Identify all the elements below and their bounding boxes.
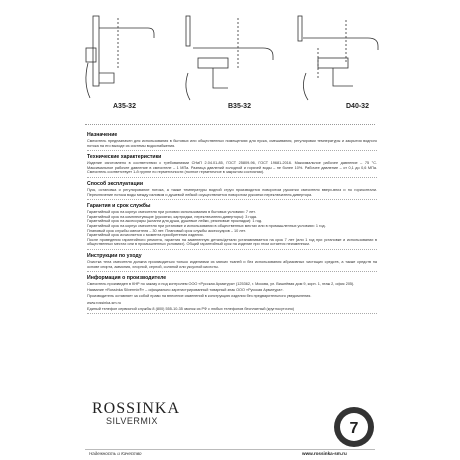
product-drawings — [78, 8, 398, 120]
section-paragraph: Гарантийный срок на аксессуары (шланги для душа, душевые лейки, резиновые прокладки): 1 год. — [87, 219, 263, 224]
drawing-a-spout — [99, 28, 154, 38]
logo-main-text: ROSSINKA — [92, 400, 181, 417]
section-divider — [87, 271, 377, 272]
section-title: Информация о производителе — [87, 275, 167, 282]
website-link[interactable]: www.rossinka-sm.ru — [302, 451, 347, 456]
section-paragraph: Гарантийный срок на корпус смесителя при установке и использовании в общественных местах или в промышленных условиях: 1 год. — [87, 223, 326, 228]
section-divider — [87, 150, 377, 151]
section-paragraph: Изделие изготовлено в соответствии с требованиями СНиП 2.04.01-85, ГОСТ 25809-96, ГОСТ 19681-2016. Максимальное рабочее давление – 75 °С. Максимальное рабочее давление в смесителе – 1 МПа. Разница давлений холодной и горячей воды – не более 10%. Рабочее давление – от 0,1 до 0,6 МПа. Смеситель соответствует 1-й группе по герметичности (полное герметичное в закрытом состоянии). — [87, 161, 377, 175]
section-title: Инструкции по уходу — [87, 252, 142, 259]
seal-number: 7 — [349, 420, 359, 437]
model-label-d: D40-32 — [346, 103, 369, 110]
section-title: Технические характеристики — [87, 154, 162, 161]
model-label-b: B35-32 — [228, 103, 251, 110]
faucet-diagrams — [78, 8, 398, 108]
brand-logo — [92, 400, 182, 450]
tagline: Надежность и Качество — [89, 451, 142, 456]
divider — [85, 124, 375, 125]
section-paragraph: Гарантийный срок на комплектующие (рукоятки, картриджи, переключатели-диверторы): 3 года. — [87, 214, 258, 219]
section-paragraph: Название «Rossinka Silvermix®» – официально зарегистрированный товарный знак ООО «Русская Арматура». — [87, 288, 284, 293]
footer-rule — [85, 449, 375, 450]
model-label-a: A35-32 — [113, 103, 136, 110]
section-paragraph: Очистка тела смесителя должна производиться только изделиями из мягких тканей и без использования абразивных чистящих средств, а также средств на основе спирта, аммония, хлорной, серной, соляной или уксусной кислоты. — [87, 259, 377, 269]
section-paragraph: Смеситель произведен в КНР по заказу и под контролем ООО «Русская Арматура» (125362, г. Москва, ул. Вишнёвая дом 9, корп. 1, этаж 2, офис 205). — [87, 282, 355, 287]
section-title: Способ эксплуатации — [87, 180, 144, 187]
section-paragraph: Смеситель предназначен для использования в бытовых или общественных помещениях для пуска, смешивания, регулировки температуры и закрытия водного потока на его выходе из системы водоснабжения. — [87, 139, 377, 148]
section-divider — [87, 249, 377, 250]
section-divider — [87, 313, 377, 314]
section-paragraph: Гарантийный срок на корпус смесителя при условии использования в бытовых условиях: 7 лет. — [87, 210, 256, 215]
section-paragraph: Плановый срок службы смесителя – 30 лет. Плановый срок службы аксессуаров – 10 лет. — [87, 228, 246, 233]
logo-sub-text: SILVERMIX — [106, 416, 158, 426]
section-paragraph: Единый телефон сервисной службы 8 (800) 555-10-35 звонок из РФ с любых телефонов бесплатный (круглосуточно) — [87, 306, 295, 311]
warranty-seal-icon — [333, 406, 375, 448]
section-paragraph: После проведения гарантийного ремонта, гарантия на замененную деталь/детали устанавливается на срок 7 лет (или 1 год при установке и использовании в общественных местах или в промышленных условиях). Общий гарантийный срок на изделие при этом остается неизменным. — [87, 237, 377, 247]
section-paragraph: Производитель оставляет за собой право на внесение изменений в конструкцию изделия без предварительного уведомления. — [87, 294, 312, 299]
section-title: Гарантия и срок службы — [87, 203, 151, 210]
drawing-d-spout — [303, 38, 378, 50]
section-divider — [87, 177, 377, 178]
section-paragraph: Пуск, остановка и регулирование потока, а также температуры водной струи производится поворотом рукоятки смесителя вверх-вниз и по горизонтали. Переключение потока воды между изливом и душевой лейкой осуществляется поворотом рукоятки переключателя-дивертора. — [87, 187, 377, 197]
section-paragraph: www.rossinka-sm.ru — [87, 300, 121, 305]
section-paragraph: Гарантийный срок исчисляется с момента приобретения изделия. — [87, 233, 204, 238]
section-title: Назначение — [87, 132, 118, 138]
text-content — [87, 129, 377, 314]
section-divider — [87, 199, 377, 200]
